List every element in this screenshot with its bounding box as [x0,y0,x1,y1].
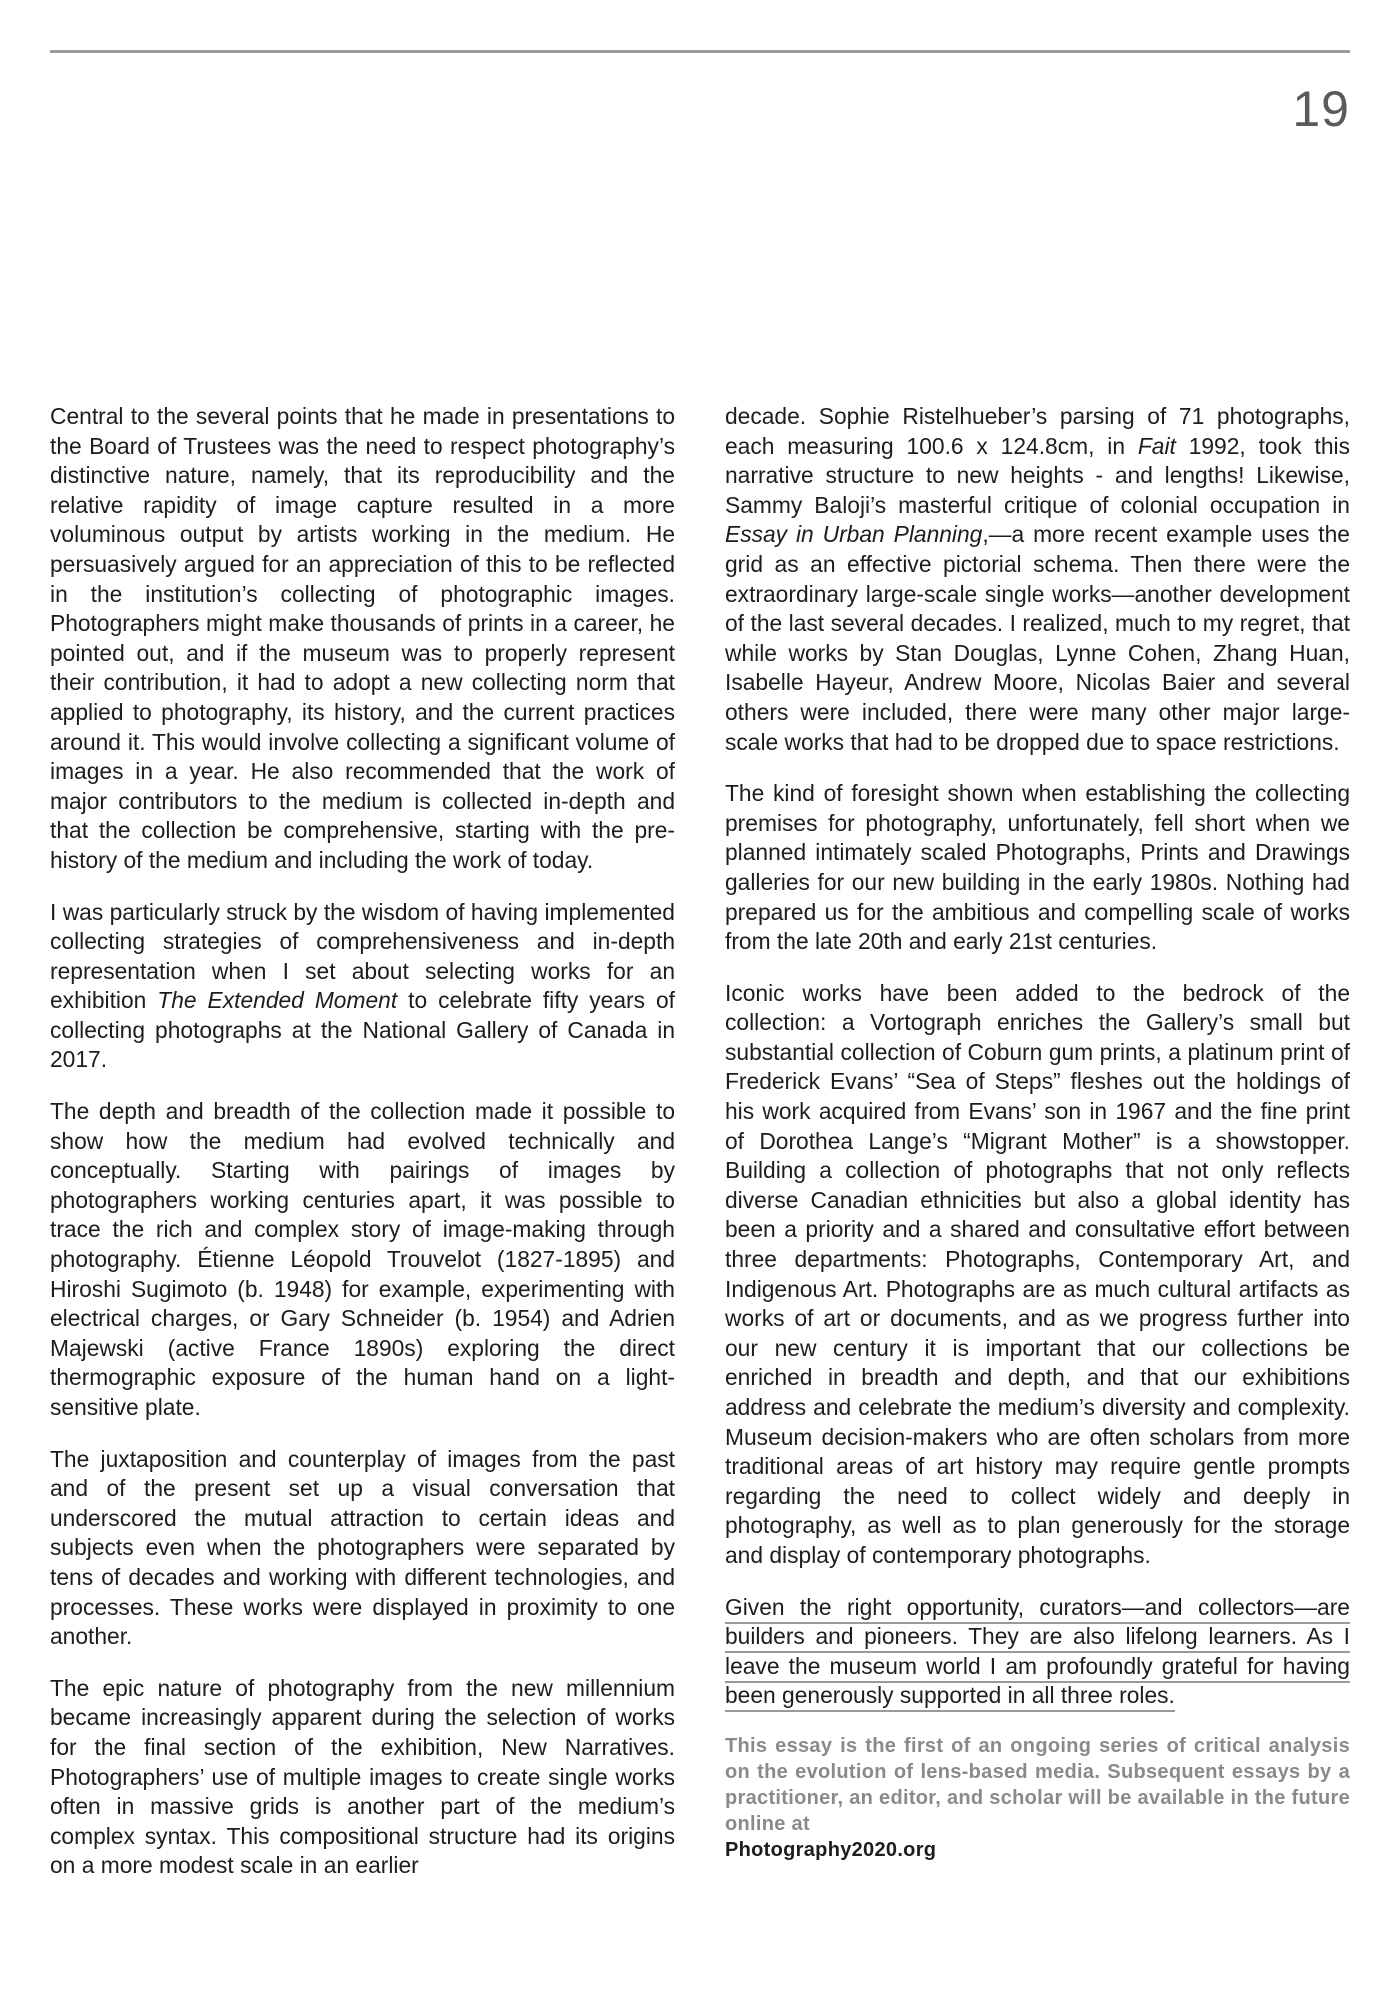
paragraph: I was particularly struck by the wisdom of having implemented collecting strategies of comprehensiveness and in-depth representation when I set about selecting works for an exhibition The Extended Moment to celebrate fifty years of collecting photographs at the National Gallery of Canada in 2017. [50,898,675,1073]
artwork-title: Fait [1137,432,1176,459]
website-link[interactable]: Photography2020.org [725,1838,937,1861]
paragraph: The kind of foresight shown when establishing the collecting premises for photography, unfortunately, fell short when we planned intimately scaled Photographs, Prints and Drawings galleries for our new building in the early 1980s. Nothing had prepared us for the ambitious and compelling scale of works from the late 20th and early 21st centuries. [725,780,1350,955]
left-column [50,402,675,1903]
paragraph: The epic nature of photography from the new millennium became increasingly apparent during the selection of works for the final section of the exhibition, New Narratives. Photographers’ use of multiple images to create single works often in massive grids is another part of the medium’s complex syntax. This compositional structure had its origins on a more modest scale in an earlier [50,1674,675,1879]
paragraph: decade. Sophie Ristelhueber’s parsing of 71 photographs, each measuring 100.6 x 124.8cm, in Fait 1992, took this narrative structure to new heights - and lengths! Likewise, Sammy Baloji’s masterful critique of colonial occupation in Essay in Urban Planning,—a more recent example uses the grid as an effective pictorial schema. Then there were the extraordinary large-scale single works—another development of the last several decades. I realized, much to my regret, that while works by Stan Douglas, Lynne Cohen, Zhang Huan, Isabelle Hayeur, Andrew Moore, Nicolas Baier and several others were included, there were many other major large-scale works that had to be dropped due to space restrictions. [725,403,1350,755]
paragraph: Central to the several points that he made in presentations to the Board of Trustees was the need to respect photography’s distinctive nature, namely, that its reproducibility and the relative rapidity of image capture resulted in a more voluminous output by artists working in the medium. He persuasively argued for an appreciation of this to be reflected in the institution’s collecting of photographic images. Photographers might make thousands of prints in a career, he pointed out, and if the museum was to properly represent their contribution, it had to adopt a new collecting norm that applied to photography, its history, and the current practices around it. This would involve collecting a significant volume of images in a year. He also recommended that the work of major contributors to the medium is collected in-depth and that the collection be comprehensive, starting with the pre-history of the medium and including the work of today. [50,403,675,873]
paragraph: Given the right opportunity, curators—and collectors—are builders and pioneers. They are also lifelong learners. As I leave the museum world I am profoundly grateful for having been generously supported in all three roles. [725,1593,1350,1711]
right-column [725,402,1350,1863]
page-number: 19 [1292,81,1350,137]
artwork-title: Essay in Urban Planning [725,521,983,548]
exhibition-title: The Extended Moment [157,987,398,1014]
paragraph: The juxtaposition and counterplay of images from the past and of the present set up a visual conversation that underscored the mutual attraction to certain ideas and subjects even when the photographers were separated by tens of decades and working with different technologies, and processes. These works were displayed in proximity to one another. [50,1445,675,1650]
series-note: This essay is the first of an ongoing series of critical analysis on the evolution of lens-based media. Subsequent essays by a practitioner, an editor, and scholar will be available in the future online at Photography2020.org [725,1734,1350,1861]
paragraph: The depth and breadth of the collection made it possible to show how the medium had evolved technically and conceptually. Starting with pairings of images by photographers working centuries apart, it was possible to trace the rich and complex story of image-making through photography. Étienne Léopold Trouvelot (1827-1895) and Hiroshi Sugimoto (b. 1948) for example, experimenting with electrical charges, or Gary Schneider (b. 1954) and Adrien Majewski (active France 1890s) exploring the direct thermographic exposure of the human hand on a light-sensitive plate. [50,1098,675,1420]
paragraph: Iconic works have been added to the bedrock of the collection: a Vortograph enriches the Gallery’s small but substantial collection of Coburn gum prints, a platinum print of Frederick Evans’ “Sea of Steps” fleshes out the holdings of his work acquired from Evans’ son in 1967 and the fine print of Dorothea Lange’s “Migrant Mother” is a showstopper. Building a collection of photographs that not only reflects diverse Canadian ethnicities but also a global identity has been a priority and a shared and consultative effort between three departments: Photographs, Contemporary Art, and Indigenous Art. Photographs are as much cultural artifacts as works of art or documents, and as we progress further into our new century it is important that our collections be enriched in breadth and depth, and that our exhibitions address and celebrate the medium’s diversity and complexity. Museum decision-makers who are often scholars from more traditional areas of art history may require gentle prompts regarding the need to collect widely and deeply in photography, as well as to plan generously for the storage and display of contemporary photographs. [725,979,1350,1568]
header-rule [50,50,1350,53]
